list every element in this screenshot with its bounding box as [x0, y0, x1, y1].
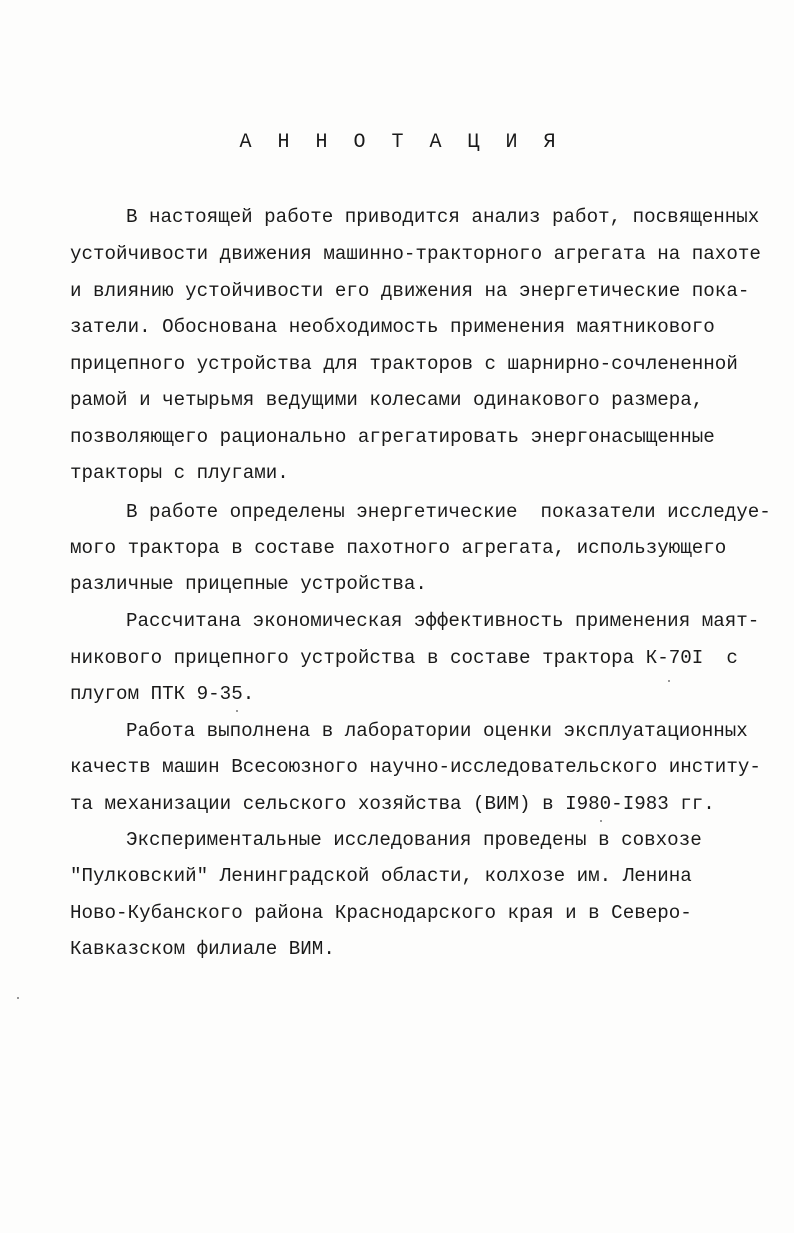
scan-speck — [236, 710, 238, 712]
text-line: Кавказском филиале ВИМ. — [70, 938, 335, 960]
text-line: В работе определены энергетические показатели исследуе- — [126, 501, 771, 523]
text-line: различные прицепные устройства. — [70, 573, 427, 595]
text-line: никового прицепного устройства в составе трактора К-70I с — [70, 647, 738, 669]
text-line: та механизации сельского хозяйства (ВИМ) в I980-I983 гг. — [70, 793, 715, 815]
text-line: "Пулковский" Ленинградской области, колхозе им. Ленина — [70, 865, 692, 887]
text-line: и влиянию устойчивости его движения на энергетические пока- — [70, 280, 750, 302]
document-title: А Н Н О Т А Ц И Я — [239, 131, 563, 154]
scan-speck — [600, 820, 602, 822]
text-line: Работа выполнена в лаборатории оценки эксплуатационных — [126, 720, 748, 742]
text-line: Ново-Кубанского района Краснодарского края и в Северо- — [70, 902, 692, 924]
text-line: затели. Обоснована необходимость применения маятникового — [70, 316, 715, 338]
text-line: качеств машин Всесоюзного научно-исследовательского институ- — [70, 756, 761, 778]
scan-speck — [668, 680, 670, 682]
text-line: рамой и четырьмя ведущими колесами одинакового размера, — [70, 389, 704, 411]
text-line: позволяющего рационально агрегатировать энергонасыщенные — [70, 426, 715, 448]
text-line: устойчивости движения машинно-тракторного агрегата на пахоте — [70, 243, 761, 265]
scan-speck — [17, 997, 19, 999]
text-line: Рассчитана экономическая эффективность применения маят- — [126, 610, 760, 632]
text-line: тракторы с плугами. — [70, 462, 289, 484]
text-line: прицепного устройства для тракторов с шарнирно-сочлененной — [70, 353, 738, 375]
text-line: В настоящей работе приводится анализ работ, посвященных — [126, 206, 760, 228]
text-line: мого трактора в составе пахотного агрегата, использующего — [70, 537, 727, 559]
text-line: Экспериментальные исследования проведены в совхозе — [126, 829, 702, 851]
text-line: плугом ПТК 9-35. — [70, 683, 255, 705]
